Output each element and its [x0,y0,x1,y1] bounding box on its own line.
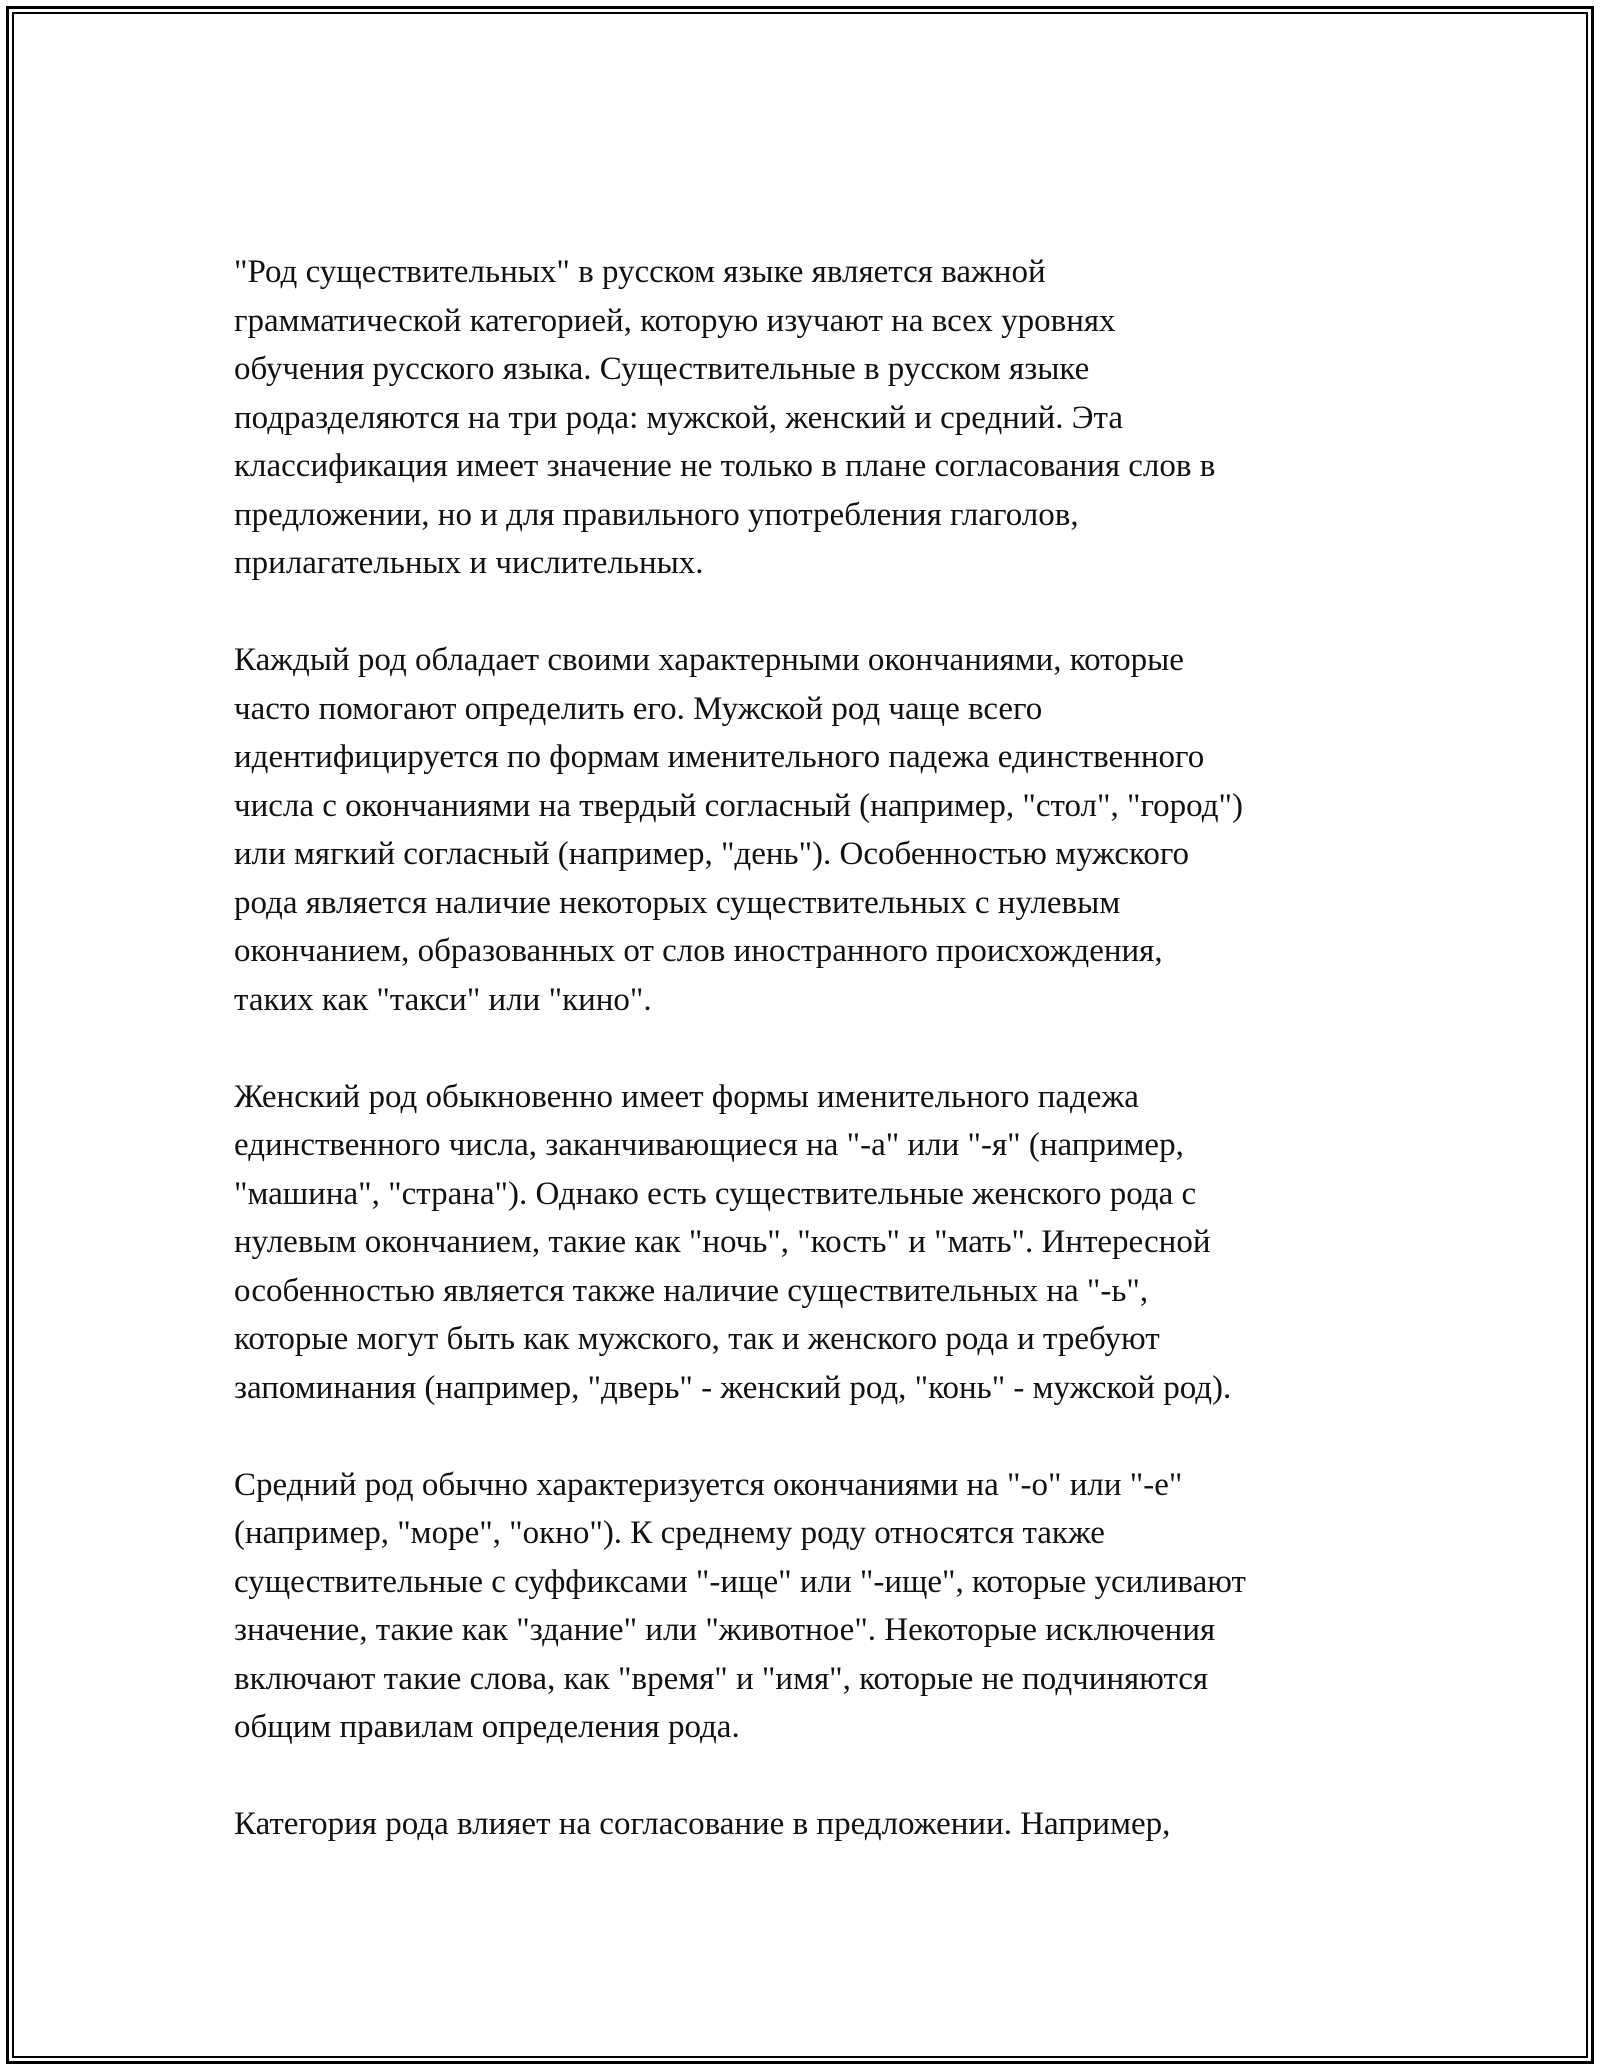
paragraph-feminine: Женский род обыкновенно имеет формы именительного падежа единственного числа, заканчивающиеся на "-а" или "-я" (например, "машина", "страна"). Однако есть существительные женского рода с нулевым окончанием, такие как "ночь", "кость" и "мать". Интересной особенностью является также наличие существительных на "-ь", которые могут быть как мужского, так и женского рода и требуют запоминания (например, "дверь" - женский род, "конь" - мужской род). [234,1078,1232,1406]
document-body [234,248,1374,1897]
paragraph-intro: "Род существительных" в русском языке является важной грамматической категорией, которую изучают на всех уровнях обучения русского языка. Существительные в русском языке подразделяются на три рода: мужской, женский и средний. Эта классификация имеет значение не только в плане согласования слов в предложении, но и для правильного употребления глаголов, прилагательных и числительных. [234,254,1216,581]
paragraph-masculine: Каждый род обладает своими характерными окончаниями, которые часто помогают определить его. Мужской род чаще всего идентифицируется по формам именительного падежа единственного числа с окончаниями на твердый согласный (например, "стол", "город") или мягкий согласный (например, "день"). Особенностью мужского рода является наличие некоторых существительных с нулевым окончанием, образованных от слов иностранного происхождения, таких как "такси" или "кино". [234,642,1243,1018]
paragraph-neuter: Средний род обычно характеризуется окончаниями на "-о" или "-е" (например, "море", "окно"). К среднему роду относятся также существительные с суффиксами "-ище" или "-ище", которые усиливают значение, такие как "здание" или "животное". Некоторые исключения включают такие слова, как "время" и "имя", которые не подчиняются общим правилам определения рода. [234,1466,1246,1745]
paragraph-agreement: Категория рода влияет на согласование в предложении. Например, [234,1806,1171,1842]
